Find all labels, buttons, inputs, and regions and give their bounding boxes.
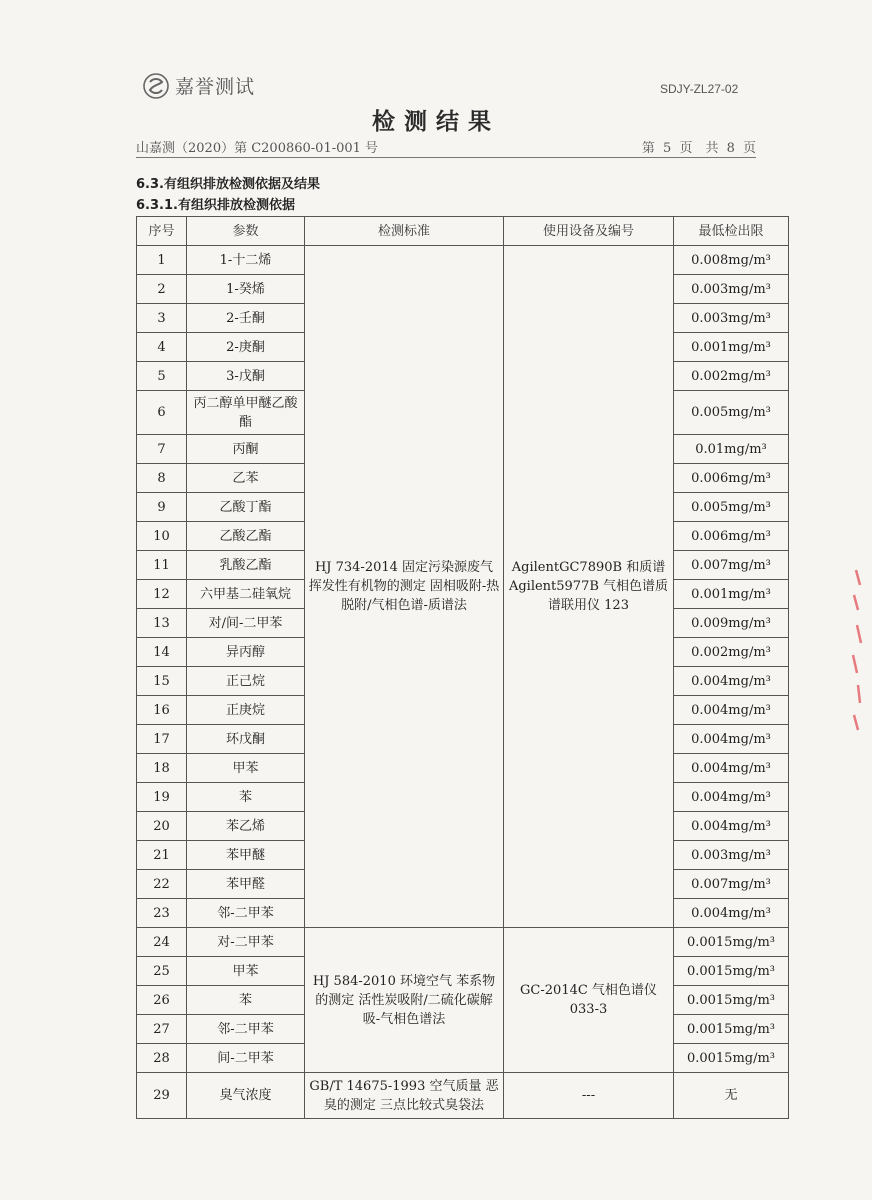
detection-limit: 0.004mg/m³: [674, 754, 789, 783]
detection-limit: 0.007mg/m³: [674, 870, 789, 899]
equipment: ---: [504, 1073, 674, 1119]
parameter-name: 苯乙烯: [187, 812, 305, 841]
detection-limit: 0.0015mg/m³: [674, 928, 789, 957]
table-body: [137, 246, 789, 1119]
parameter-name: 苯: [187, 986, 305, 1015]
parameter-name: 丙二醇单甲醚乙酸酯: [187, 391, 305, 435]
detection-limit: 0.0015mg/m³: [674, 986, 789, 1015]
detection-limit: 0.01mg/m³: [674, 435, 789, 464]
row-number: 17: [137, 725, 187, 754]
row-number: 26: [137, 986, 187, 1015]
parameter-name: 3-戊酮: [187, 362, 305, 391]
row-number: 14: [137, 638, 187, 667]
equipment: GC-2014C 气相色谱仪 033-3: [504, 928, 674, 1073]
detection-limit: 0.004mg/m³: [674, 812, 789, 841]
parameter-name: 苯甲醚: [187, 841, 305, 870]
parameter-name: 对/间-二甲苯: [187, 609, 305, 638]
equipment: AgilentGC7890B 和质谱 Agilent5977B 气相色谱质谱联用仪 123: [504, 246, 674, 928]
parameter-name: 苯甲醛: [187, 870, 305, 899]
parameter-name: 邻-二甲苯: [187, 1015, 305, 1044]
report-info-line: [136, 137, 756, 158]
section-heading: 6.3.有组织排放检测依据及结果: [136, 177, 320, 192]
test-standard: HJ 584-2010 环境空气 苯系物的测定 活性炭吸附/二硫化碳解吸-气相色谱法: [305, 928, 504, 1073]
detection-limit: 0.0015mg/m³: [674, 1015, 789, 1044]
parameter-name: 间-二甲苯: [187, 1044, 305, 1073]
row-number: 24: [137, 928, 187, 957]
detection-limit: 0.005mg/m³: [674, 493, 789, 522]
subsection-heading: 6.3.1.有组织排放检测依据: [136, 198, 295, 213]
row-number: 13: [137, 609, 187, 638]
row-number: 5: [137, 362, 187, 391]
parameter-name: 乙苯: [187, 464, 305, 493]
row-number: 25: [137, 957, 187, 986]
red-seal-edge: [848, 565, 864, 735]
parameter-name: 乙酸乙酯: [187, 522, 305, 551]
page-number: 第 5 页 共 8 页: [641, 141, 756, 156]
parameter-name: 甲苯: [187, 957, 305, 986]
table-row: [137, 928, 789, 957]
row-number: 22: [137, 870, 187, 899]
parameter-name: 2-壬酮: [187, 304, 305, 333]
detection-limit: 0.007mg/m³: [674, 551, 789, 580]
detection-limit: 0.006mg/m³: [674, 464, 789, 493]
detection-limit: 0.004mg/m³: [674, 667, 789, 696]
parameter-name: 异丙醇: [187, 638, 305, 667]
table-row: [137, 246, 789, 275]
parameter-name: 1-癸烯: [187, 275, 305, 304]
column-header-standard: 检测标准: [305, 217, 504, 246]
company-logo-icon: [143, 73, 169, 99]
row-number: 8: [137, 464, 187, 493]
column-header-limit: 最低检出限: [674, 217, 789, 246]
row-number: 10: [137, 522, 187, 551]
detection-limit: 0.004mg/m³: [674, 725, 789, 754]
detection-limit: 0.008mg/m³: [674, 246, 789, 275]
row-number: 9: [137, 493, 187, 522]
detection-limit: 0.0015mg/m³: [674, 957, 789, 986]
parameter-name: 环戊酮: [187, 725, 305, 754]
parameter-name: 乳酸乙酯: [187, 551, 305, 580]
parameter-name: 2-庚酮: [187, 333, 305, 362]
detection-limit: 0.001mg/m³: [674, 580, 789, 609]
detection-limit: 0.003mg/m³: [674, 841, 789, 870]
row-number: 12: [137, 580, 187, 609]
row-number: 18: [137, 754, 187, 783]
parameter-name: 六甲基二硅氧烷: [187, 580, 305, 609]
row-number: 19: [137, 783, 187, 812]
row-number: 16: [137, 696, 187, 725]
detection-limit: 0.0015mg/m³: [674, 1044, 789, 1073]
document-code: SDJY-ZL27-02: [660, 82, 739, 96]
parameter-name: 苯: [187, 783, 305, 812]
row-number: 6: [137, 391, 187, 435]
parameter-name: 臭气浓度: [187, 1073, 305, 1119]
row-number: 28: [137, 1044, 187, 1073]
table-header-row: [137, 217, 789, 246]
parameter-name: 对-二甲苯: [187, 928, 305, 957]
row-number: 11: [137, 551, 187, 580]
row-number: 20: [137, 812, 187, 841]
test-standard: GB/T 14675-1993 空气质量 恶臭的测定 三点比较式臭袋法: [305, 1073, 504, 1119]
column-header-equipment: 使用设备及编号: [504, 217, 674, 246]
test-basis-table: [136, 216, 789, 1119]
parameter-name: 邻-二甲苯: [187, 899, 305, 928]
column-header-param: 参数: [187, 217, 305, 246]
row-number: 15: [137, 667, 187, 696]
parameter-name: 甲苯: [187, 754, 305, 783]
table-row: [137, 1073, 789, 1119]
page-title: 检测结果: [372, 109, 500, 135]
detection-limit: 0.004mg/m³: [674, 696, 789, 725]
test-standard: HJ 734-2014 固定污染源废气 挥发性有机物的测定 固相吸附-热脱附/气相色谱-质谱法: [305, 246, 504, 928]
company-logo: [143, 72, 255, 99]
row-number: 1: [137, 246, 187, 275]
detection-limit: 0.006mg/m³: [674, 522, 789, 551]
parameter-name: 乙酸丁酯: [187, 493, 305, 522]
detection-limit: 0.009mg/m³: [674, 609, 789, 638]
row-number: 3: [137, 304, 187, 333]
row-number: 21: [137, 841, 187, 870]
row-number: 29: [137, 1073, 187, 1119]
detection-limit: 0.002mg/m³: [674, 638, 789, 667]
logo-text: 嘉誉测试: [175, 76, 256, 98]
row-number: 27: [137, 1015, 187, 1044]
parameter-name: 正庚烷: [187, 696, 305, 725]
detection-limit: 0.002mg/m³: [674, 362, 789, 391]
parameter-name: 1-十二烯: [187, 246, 305, 275]
detection-limit: 无: [674, 1073, 789, 1119]
detection-limit: 0.001mg/m³: [674, 333, 789, 362]
detection-limit: 0.003mg/m³: [674, 304, 789, 333]
row-number: 23: [137, 899, 187, 928]
row-number: 7: [137, 435, 187, 464]
detection-limit: 0.004mg/m³: [674, 783, 789, 812]
detection-limit: 0.004mg/m³: [674, 899, 789, 928]
parameter-name: 正己烷: [187, 667, 305, 696]
detection-limit: 0.003mg/m³: [674, 275, 789, 304]
parameter-name: 丙酮: [187, 435, 305, 464]
report-number: 山嘉测（2020）第 C200860-01-001 号: [136, 141, 379, 156]
detection-limit: 0.005mg/m³: [674, 391, 789, 435]
row-number: 2: [137, 275, 187, 304]
column-header-no: 序号: [137, 217, 187, 246]
row-number: 4: [137, 333, 187, 362]
